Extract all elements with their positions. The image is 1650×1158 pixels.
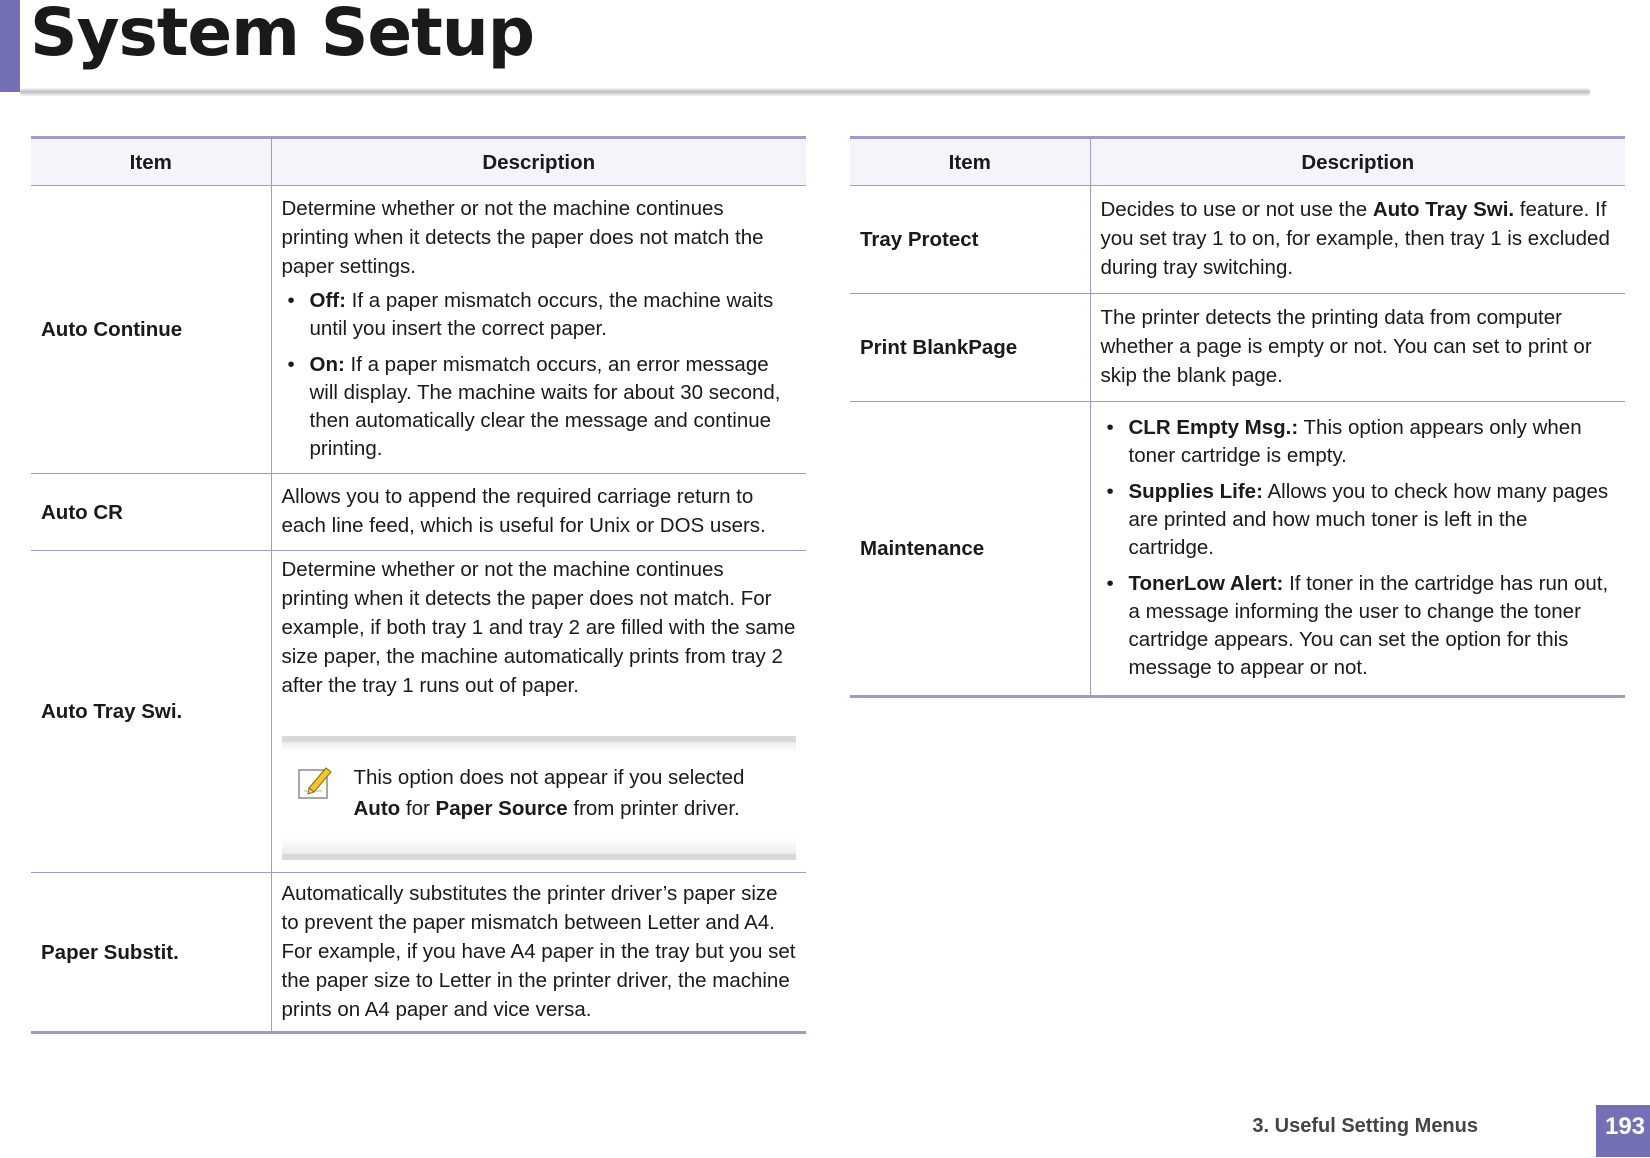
- option-text: Allows you to check how many pages are printed and how much toner is left in the cartridge.: [1128, 479, 1609, 559]
- settings-table-left: [31, 136, 806, 1034]
- row-description: [271, 474, 806, 551]
- title-accent-bar: [0, 0, 20, 92]
- table-row: [31, 186, 806, 474]
- table-header-row: [31, 138, 806, 186]
- row-description: [271, 551, 806, 873]
- table-row: [31, 551, 806, 873]
- list-item: [1101, 478, 1616, 562]
- table-row: [850, 186, 1625, 294]
- description-text: Determine whether or not the machine continues printing when it detects the paper does not match. For example, if both tray 1 and tray 2 are filled with the same size paper, the machine automatically prints from tray 2 after the tray 1 runs out of paper.: [281, 558, 796, 697]
- table-row: [31, 873, 806, 1033]
- option-text: If toner in the cartridge has run out, a message informing the user to change the toner cartridge appears. You can set the option for this message to appear or not.: [1128, 571, 1609, 679]
- bold-auto-tray-swi: Auto Tray Swi.: [1372, 198, 1515, 221]
- note-text: This option does not appear if you selected Auto for Paper Source from printer driver.: [353, 766, 745, 820]
- row-item-auto-continue: Auto Continue: [31, 186, 271, 474]
- description-text: Determine whether or not the machine continues printing when it detects the paper does not match the paper settings.: [281, 197, 764, 278]
- note-box: [282, 736, 797, 860]
- description-text: Automatically substitutes the printer driver’s paper size to prevent the paper mismatch between Letter and A4. For example, if you have A4 paper in the tray but you set the paper size to Letter in the printer driver, the machine prints on A4 paper and vice versa.: [281, 881, 796, 1021]
- page-number-badge: 193: [1596, 1105, 1650, 1157]
- option-term: Off:: [309, 289, 346, 312]
- table-row: [850, 294, 1625, 402]
- list-item: [1101, 570, 1616, 682]
- row-item-auto-cr: Auto CR: [31, 474, 271, 551]
- option-text: If a paper mismatch occurs, an error message will display. The machine waits for about 30 second, then automatically clear the message and continue printing.: [309, 353, 781, 460]
- note-bold-paper-source: Paper Source: [435, 797, 568, 820]
- row-item-print-blankpage: Print BlankPage: [850, 294, 1090, 402]
- option-list: [282, 287, 797, 463]
- footer-chapter-label: 3. Useful Setting Menus: [1252, 1115, 1478, 1137]
- row-description: [271, 186, 806, 474]
- row-item-maintenance: Maintenance: [850, 402, 1090, 697]
- list-item: [282, 351, 797, 463]
- column-header-description: Description: [1090, 138, 1625, 186]
- title-divider: [20, 88, 1590, 96]
- table-row: [850, 402, 1625, 697]
- option-list: [1101, 414, 1616, 682]
- option-term: CLR Empty Msg.:: [1128, 415, 1299, 439]
- column-header-description: Description: [271, 138, 806, 186]
- table-header-row: [850, 138, 1625, 186]
- page-title: System Setup: [30, 0, 534, 71]
- note-bold-auto: Auto: [353, 797, 401, 820]
- row-item-tray-protect: Tray Protect: [850, 186, 1090, 294]
- option-term: TonerLow Alert:: [1128, 571, 1284, 595]
- option-text: If a paper mismatch occurs, the machine waits until you insert the correct paper.: [309, 289, 774, 340]
- table-row: [31, 474, 806, 551]
- list-item: [282, 287, 797, 343]
- row-description: [1090, 186, 1625, 294]
- settings-table-right: [850, 136, 1625, 698]
- list-item: [1101, 414, 1616, 470]
- row-item-auto-tray-swi: Auto Tray Swi.: [31, 551, 271, 873]
- description-text: Decides to use or not use the Auto Tray Swi. feature. If you set tray 1 to on, for example, then tray 1 is excluded during tray switching.: [1100, 198, 1610, 279]
- column-header-item: Item: [31, 138, 271, 186]
- column-header-item: Item: [850, 138, 1090, 186]
- note-pencil-icon: [296, 764, 334, 802]
- description-text: The printer detects the printing data from computer whether a page is empty or not. You can set to print or skip the blank page.: [1100, 306, 1592, 387]
- description-text: Allows you to append the required carriage return to each line feed, which is useful for Unix or DOS users.: [281, 485, 766, 537]
- row-item-paper-substit: Paper Substit.: [31, 873, 271, 1033]
- option-term: Supplies Life:: [1128, 479, 1263, 503]
- option-text: This option appears only when toner cartridge is empty.: [1128, 415, 1582, 467]
- row-description: [271, 873, 806, 1033]
- option-term: On:: [309, 353, 345, 376]
- row-description: [1090, 294, 1625, 402]
- row-description: [1090, 402, 1625, 697]
